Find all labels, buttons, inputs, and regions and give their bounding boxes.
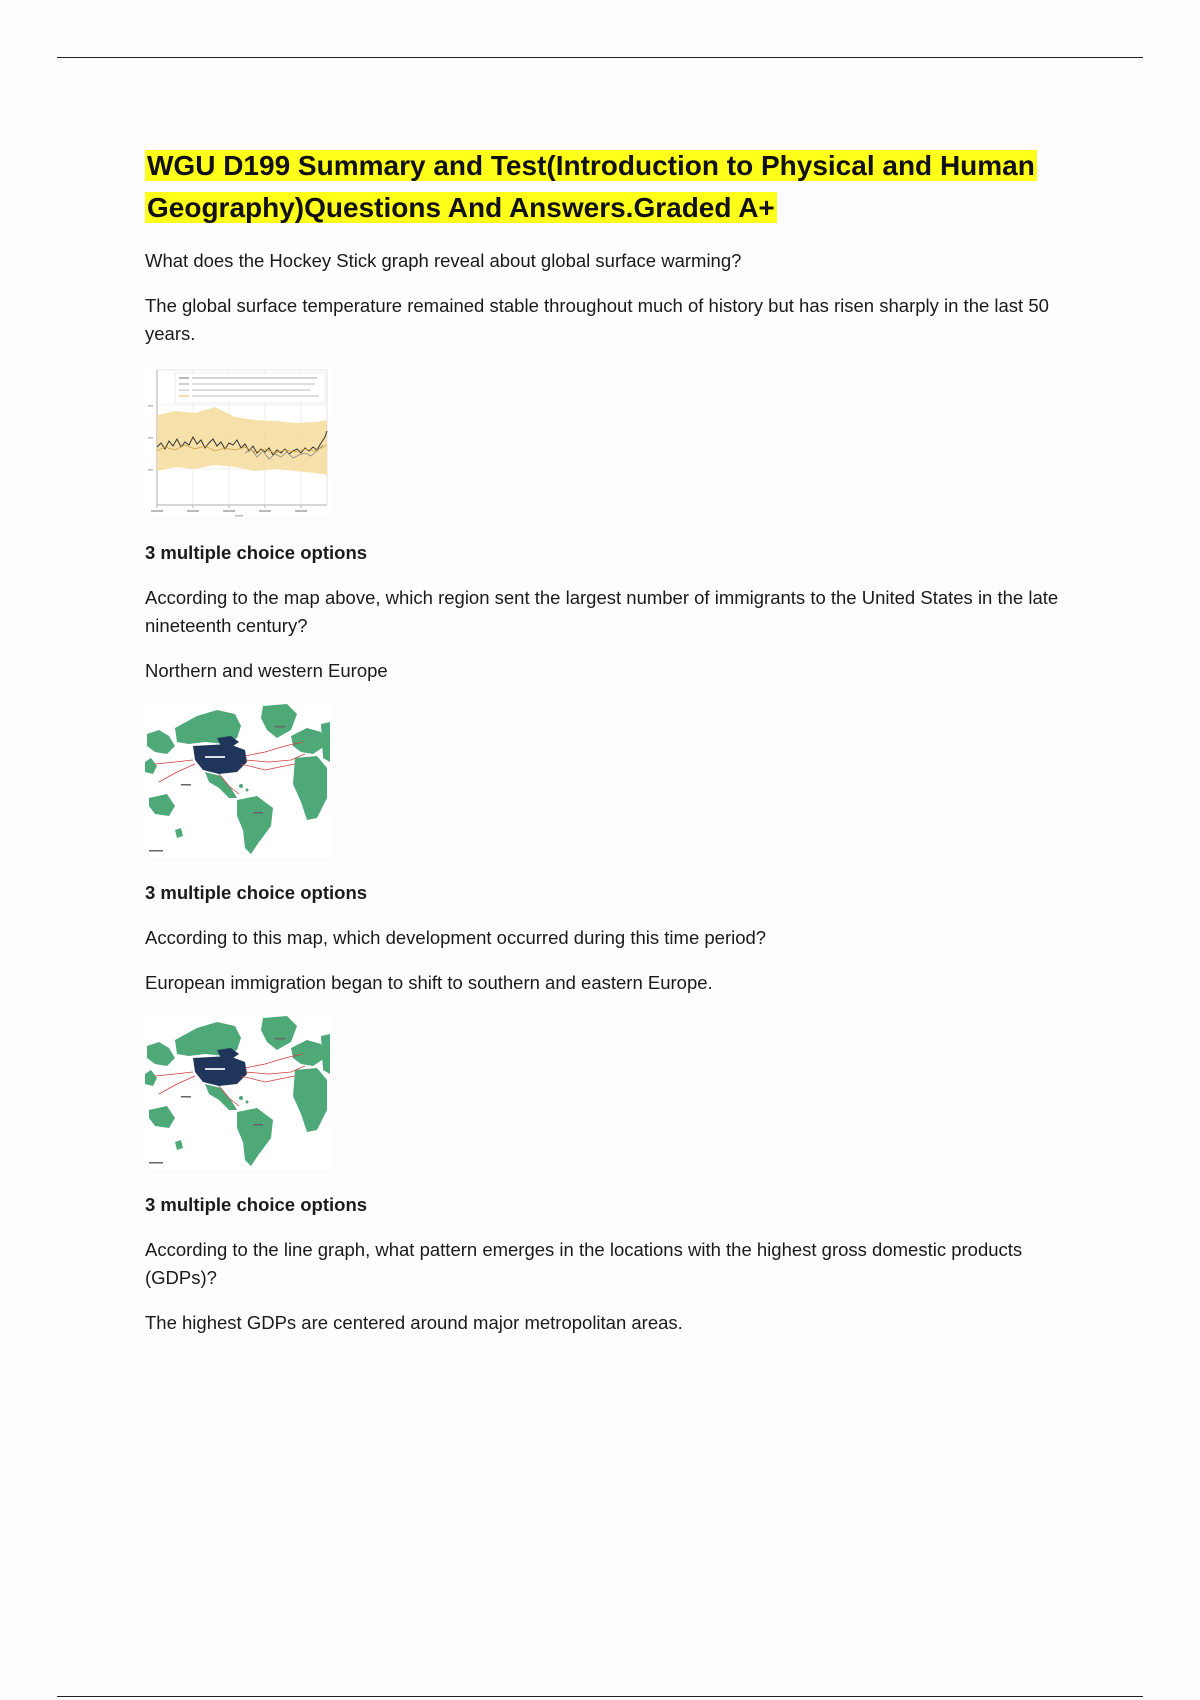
immigration-world-map	[145, 702, 330, 857]
immigration-world-map	[145, 1014, 330, 1169]
answer-text: European immigration began to shift to southern and eastern Europe.	[145, 972, 713, 993]
question-text: According to the line graph, what pattern emerges in the locations with the highest gross domestic products (GDPs)?	[145, 1239, 1023, 1288]
document-body	[145, 145, 1095, 1354]
question-text: What does the Hockey Stick graph reveal about global surface warming?	[145, 250, 742, 271]
options-note: 3 multiple choice options	[145, 1194, 368, 1215]
options-note: 3 multiple choice options	[145, 542, 368, 563]
header-rule	[57, 57, 1143, 58]
answer-text: Northern and western Europe	[145, 660, 388, 681]
document-title: WGU D199 Summary and Test(Introduction to Physical and Human Geography)Questions And Answers.Graded A+	[147, 150, 1035, 223]
hockey-stick-graph	[145, 365, 330, 517]
answer-text: The highest GDPs are centered around major metropolitan areas.	[145, 1312, 683, 1333]
question-text: According to this map, which development occurred during this time period?	[145, 927, 767, 948]
footer-rule	[57, 1696, 1143, 1697]
answer-text: The global surface temperature remained stable throughout much of history but has risen sharply in the last 50 years.	[145, 295, 1049, 344]
options-note: 3 multiple choice options	[145, 882, 368, 903]
question-text: According to the map above, which region sent the largest number of immigrants to the United States in the late nineteenth century?	[145, 587, 1059, 636]
